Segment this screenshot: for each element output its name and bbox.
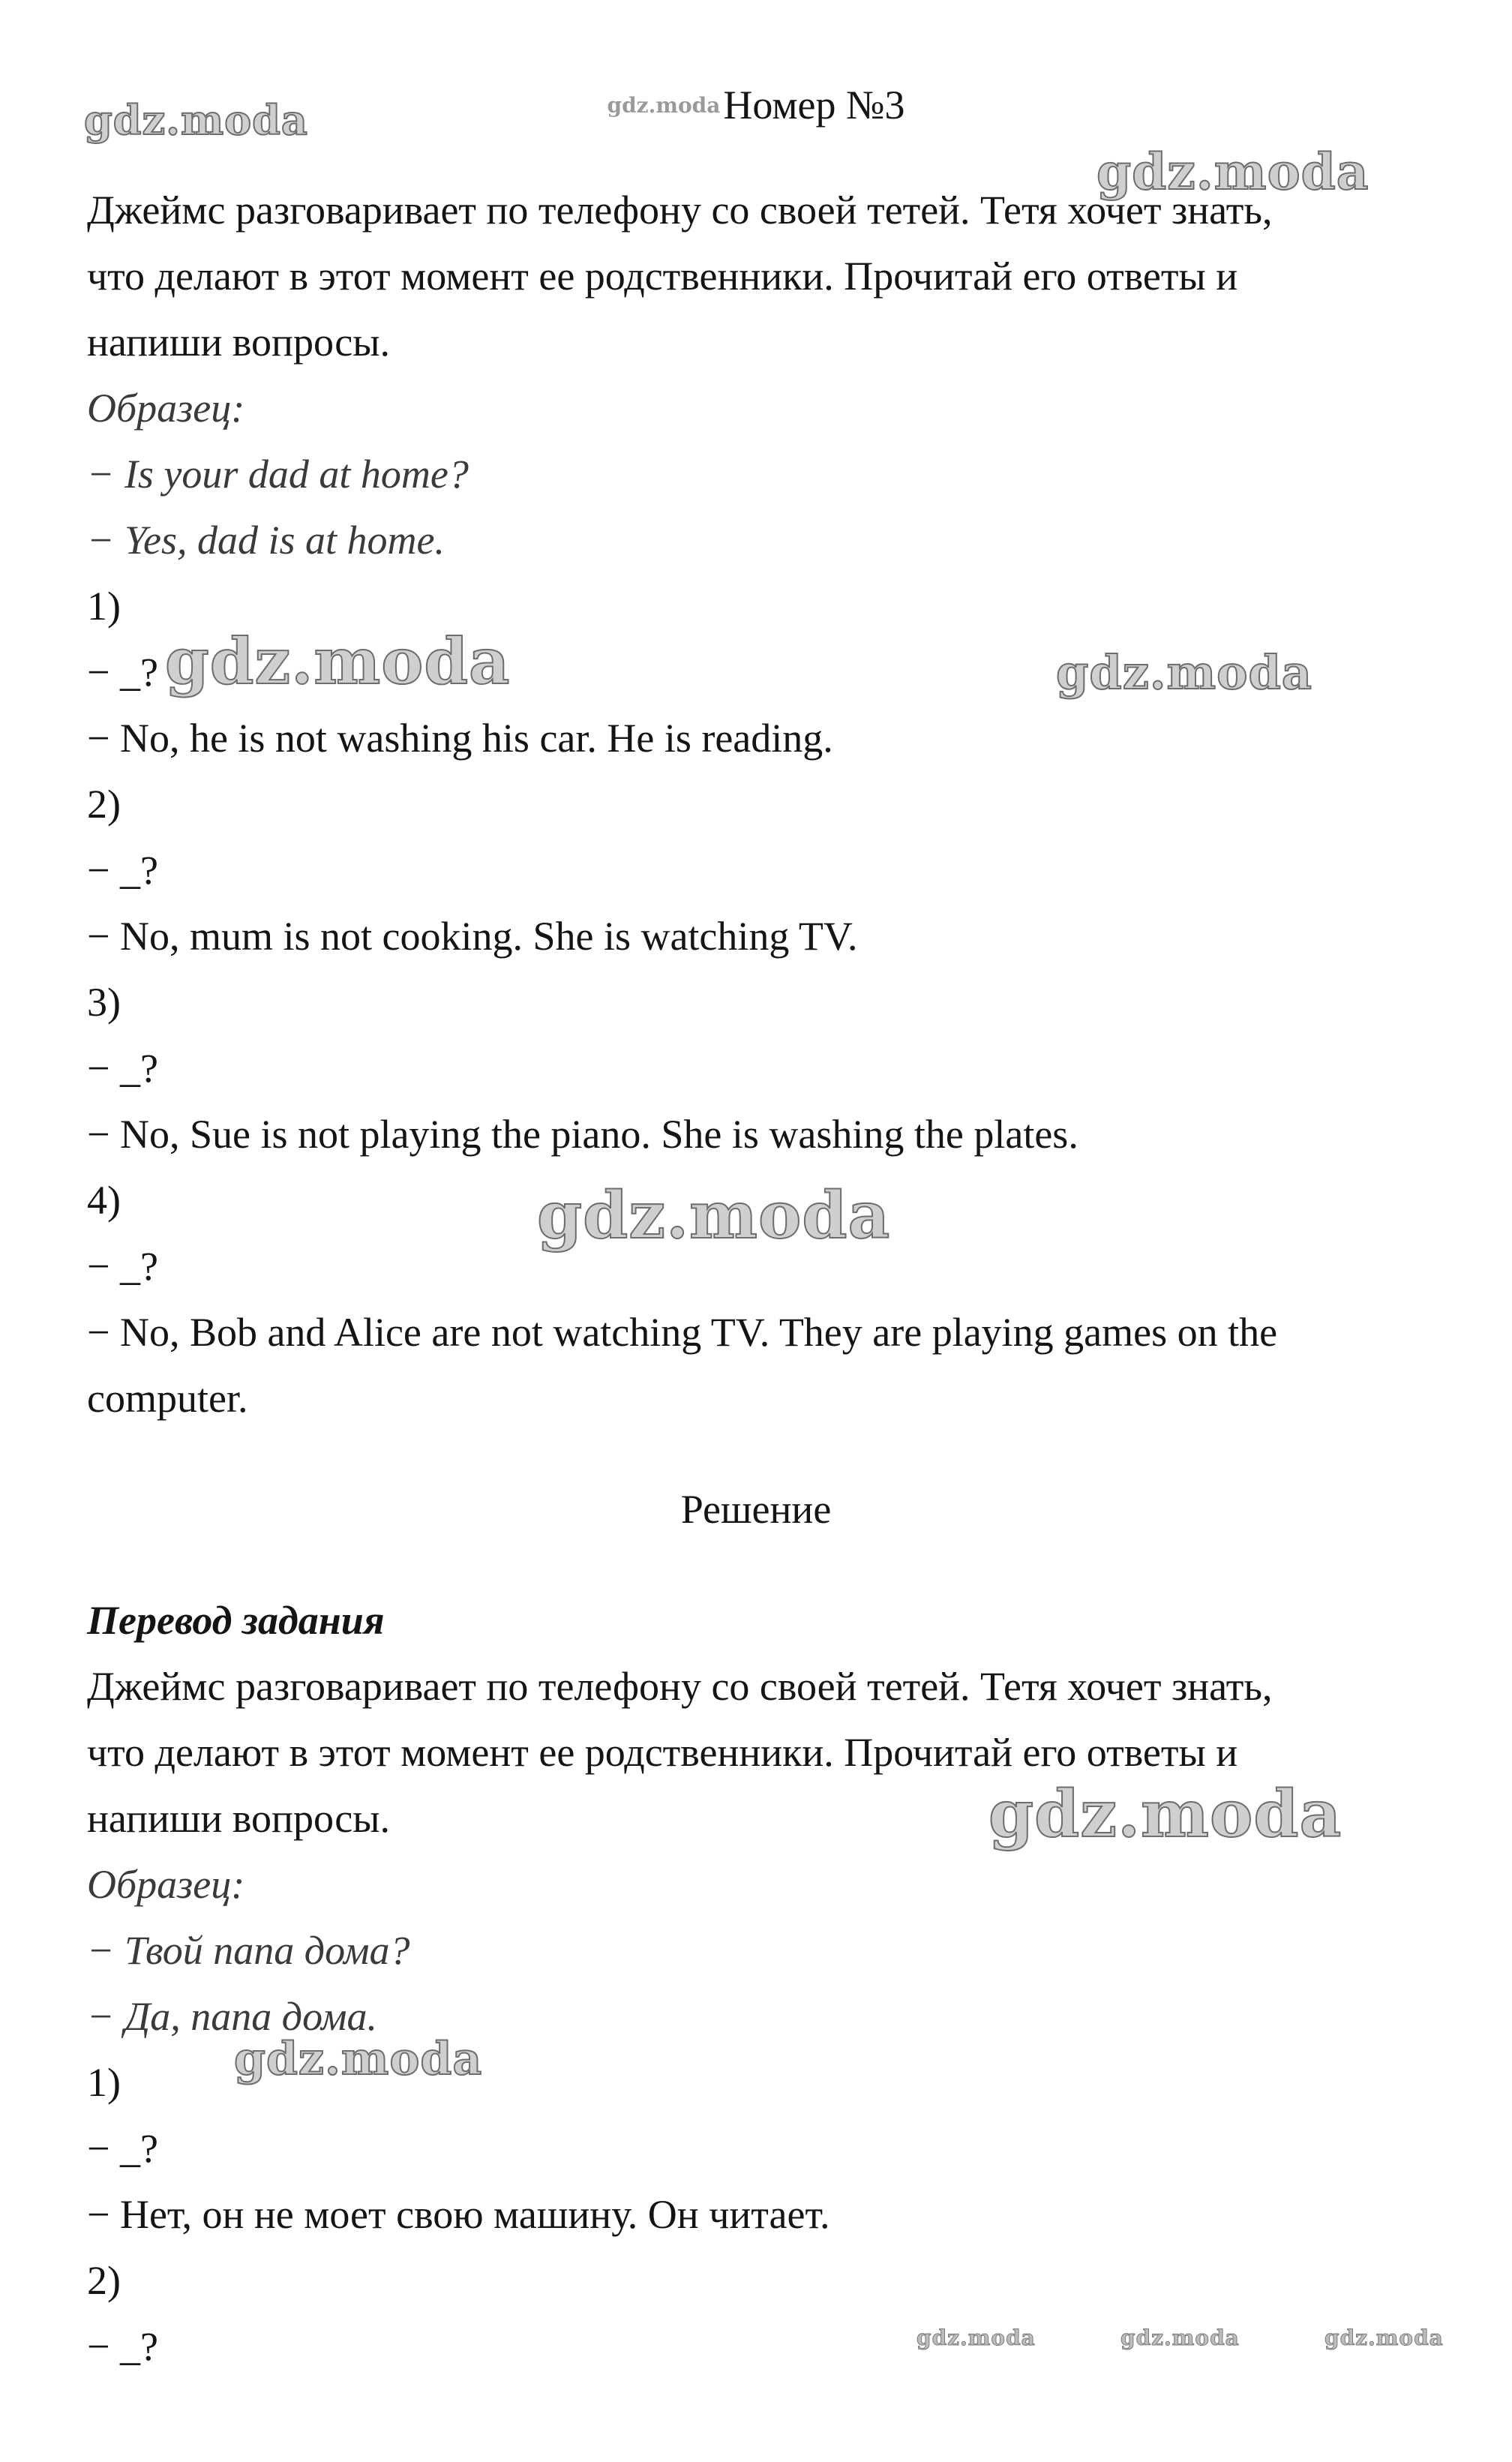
item-3-question: − _?: [87, 1046, 158, 1091]
item-4-answer-continued: computer.: [87, 1376, 248, 1421]
watermark-logo: gdz.moda: [1056, 645, 1312, 700]
item-4-question: − _?: [87, 1244, 158, 1289]
watermark-logo: gdz.moda: [234, 2033, 483, 2085]
translation-item-1-answer: − Нет, он не моет свою машину. Он читает.: [87, 2192, 830, 2237]
watermark-logo: gdz.moda: [1096, 143, 1370, 201]
solution-heading: Решение: [680, 1487, 832, 1532]
item-1-question: − _?: [87, 650, 158, 695]
header-watermark: gdz.moda: [607, 93, 721, 118]
item-4-number: 4): [87, 1178, 121, 1223]
translation-sample-label: Образец:: [87, 1862, 245, 1907]
page-title: Номер №3: [723, 83, 905, 128]
watermark-logo: gdz.moda: [1324, 2325, 1444, 2350]
sample-answer: − Yes, dad is at home.: [87, 518, 445, 563]
watermark-logo: gdz.moda: [916, 2325, 1036, 2350]
item-3-answer: − No, Sue is not playing the piano. She is washing the plates.: [87, 1112, 1078, 1157]
translation-sample-answer: − Да, папа дома.: [87, 1994, 378, 2039]
item-2-question: − _?: [87, 848, 158, 893]
task-line-2: что делают в этот момент ее родственники. Прочитай его ответы и: [87, 254, 1238, 299]
translation-item-2-number: 2): [87, 2258, 121, 2303]
watermark-logo: gdz.moda: [988, 1776, 1342, 1852]
item-1-number: 1): [87, 584, 121, 629]
translation-line-1: Джеймс разговаривает по телефону со своей тетей. Тетя хочет знать,: [87, 1664, 1273, 1709]
sample-question: − Is your dad at home?: [87, 452, 469, 497]
watermark-logo: gdz.moda: [537, 1178, 891, 1254]
item-4-answer: − No, Bob and Alice are not watching TV. They are playing games on the: [87, 1310, 1278, 1355]
translation-heading: Перевод задания: [87, 1598, 385, 1643]
item-1-answer: − No, he is not washing his car. He is reading.: [87, 716, 833, 761]
item-2-answer: − No, mum is not cooking. She is watching TV.: [87, 914, 858, 959]
item-3-number: 3): [87, 980, 121, 1025]
task-line-3: напиши вопросы.: [87, 320, 391, 365]
translation-item-1-question: − _?: [87, 2126, 158, 2171]
translation-line-2: что делают в этот момент ее родственники. Прочитай его ответы и: [87, 1730, 1238, 1775]
translation-line-3: напиши вопросы.: [87, 1796, 391, 1841]
translation-item-2-question: − _?: [87, 2324, 158, 2369]
translation-sample-question: − Твой папа дома?: [87, 1928, 410, 1973]
translation-item-1-number: 1): [87, 2060, 121, 2105]
watermark-logo: gdz.moda: [84, 96, 308, 144]
watermark-logo: gdz.moda: [165, 624, 511, 698]
watermark-logo: gdz.moda: [1120, 2325, 1240, 2350]
item-2-number: 2): [87, 782, 121, 827]
task-line-1: Джеймс разговаривает по телефону со своей тетей. Тетя хочет знать,: [87, 188, 1273, 233]
sample-label: Образец:: [87, 386, 245, 431]
